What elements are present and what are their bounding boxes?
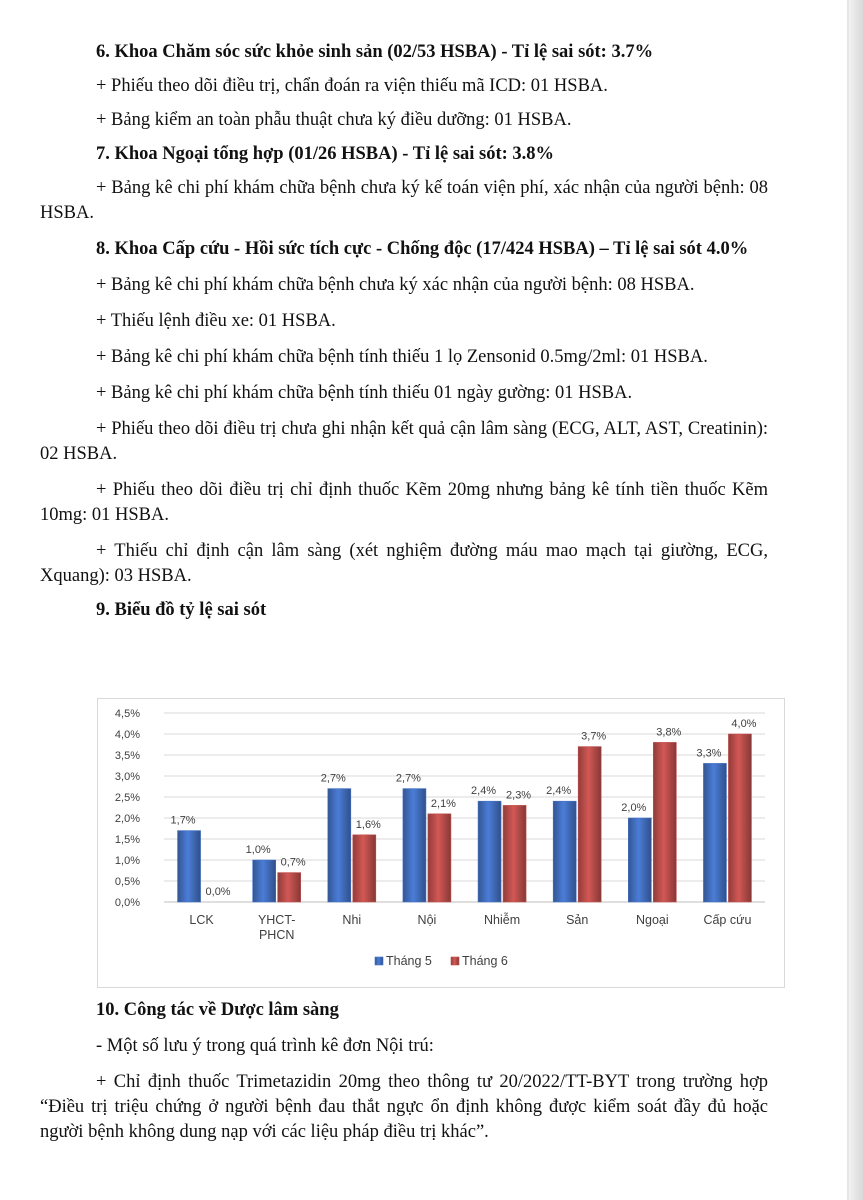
x-category-label: Sản (566, 913, 589, 927)
section-8-title: 8. Khoa Cấp cứu - Hồi sức tích cực - Chống độc (17/424 HSBA) – Tỉ lệ sai sót 4.0% (96, 239, 749, 259)
data-label: 2,0% (621, 802, 647, 814)
bar-thang-5 (628, 818, 651, 902)
section-9-title: 9. Biểu đồ tỷ lệ sai sót (96, 600, 267, 620)
section-10-item: - Một số lưu ý trong quá trình kê đơn Nội trú: (96, 1036, 434, 1056)
bar-thang-6 (353, 835, 376, 902)
y-tick-label: 2,5% (114, 792, 140, 804)
section-8-item: + Bảng kê chi phí khám chữa bệnh tính thiếu 1 lọ Zensonid 0.5mg/2ml: 01 HSBA. (96, 347, 708, 367)
bar-thang-5 (178, 831, 201, 902)
y-tick-label: 3,0% (114, 771, 140, 783)
data-label: 1,6% (355, 818, 381, 831)
x-category-label: Cấp cứu (703, 913, 752, 927)
bar-thang-6 (728, 734, 751, 902)
data-label: 2,1% (430, 797, 456, 810)
bar-thang-5 (253, 860, 276, 902)
y-tick-label: 1,5% (114, 834, 140, 846)
data-label: 0,7% (280, 856, 306, 869)
y-tick-label: 0,5% (114, 876, 140, 888)
section-8-item: + Bảng kê chi phí khám chữa bệnh chưa ký xác nhận của người bệnh: 08 HSBA. (96, 275, 695, 295)
bar-thang-6 (653, 742, 676, 902)
section-7-title: 7. Khoa Ngoại tổng hợp (01/26 HSBA) - Tỉ lệ sai sót: 3.8% (96, 144, 555, 164)
bar-thang-5 (553, 801, 576, 902)
section-8-item: + Thiếu lệnh điều xe: 01 HSBA. (96, 311, 336, 331)
data-label: 0,0% (205, 886, 231, 898)
error-rate-chart (97, 698, 785, 988)
data-label: 1,7% (170, 814, 196, 827)
bar-thang-5 (703, 763, 726, 902)
y-tick-label: 4,0% (114, 729, 140, 741)
data-label: 3,8% (656, 726, 682, 739)
bar-thang-6 (578, 747, 601, 902)
page-edge (849, 0, 863, 1200)
chart-svg (98, 699, 784, 987)
section-6-title: 6. Khoa Chăm sóc sức khỏe sinh sản (02/53 HSBA) - Tỉ lệ sai sót: 3.7% (96, 42, 654, 62)
y-tick-label: 3,5% (114, 750, 140, 762)
x-category-label: Ngoại (635, 913, 669, 927)
legend-label: Tháng 6 (462, 954, 508, 968)
data-label: 2,3% (506, 789, 532, 802)
data-label: 3,3% (696, 747, 722, 760)
y-tick-label: 0,0% (114, 897, 140, 909)
document-page (40, 40, 768, 623)
x-category-label: YHCT- (257, 913, 296, 927)
document-page-continued (40, 998, 768, 1145)
x-category-label: Nhi (342, 913, 362, 927)
y-tick-label: 4,5% (114, 708, 140, 720)
data-label: 3,7% (581, 730, 607, 743)
section-6-item: + Phiếu theo dõi điều trị, chẩn đoán ra viện thiếu mã ICD: 01 HSBA. (96, 76, 608, 96)
y-tick-label: 1,0% (114, 855, 140, 867)
legend-swatch (375, 957, 383, 965)
bar-thang-5 (403, 789, 426, 902)
section-7-item: + Bảng kê chi phí khám chữa bệnh chưa ký kế toán viện phí, xác nhận của người bệnh: 08 HSBA. (40, 178, 768, 223)
x-category-label: Nội (417, 913, 437, 927)
bar-thang-5 (328, 789, 351, 902)
section-8-item: + Phiếu theo dõi điều trị chưa ghi nhận kết quả cận lâm sàng (ECG, ALT, AST, Creatinin): 02 HSBA. (40, 419, 768, 464)
legend-label: Tháng 5 (386, 954, 432, 968)
section-10-item: + Chỉ định thuốc Trimetazidin 20mg theo thông tư 20/2022/TT-BYT trong trường hợp “Điều trị triệu chứng ở người bệnh đau thắt ngực ổn định không được kiểm soát đầy đủ hoặc người bệnh không dung nạp với các liệu pháp điều trị khác”. (40, 1072, 768, 1142)
x-category-label: Nhiễm (484, 913, 521, 927)
bar-thang-6 (503, 805, 526, 902)
data-label: 2,4% (546, 785, 572, 798)
x-category-label: LCK (189, 913, 214, 927)
bar-thang-6 (278, 873, 301, 902)
data-label: 2,7% (320, 772, 346, 785)
y-tick-label: 2,0% (114, 813, 140, 825)
data-label: 4,0% (731, 718, 757, 730)
x-category-label: PHCN (258, 928, 295, 942)
section-8-item: + Bảng kê chi phí khám chữa bệnh tính thiếu 01 ngày gường: 01 HSBA. (96, 383, 633, 403)
data-label: 1,0% (245, 844, 271, 856)
bar-thang-6 (428, 814, 451, 902)
section-8-item: + Phiếu theo dõi điều trị chỉ định thuốc Kẽm 20mg nhưng bảng kê tính tiền thuốc Kẽm 10mg: 01 HSBA. (40, 480, 768, 525)
bar-thang-5 (478, 801, 501, 902)
section-8-item: + Thiếu chỉ định cận lâm sàng (xét nghiệm đường máu mao mạch tại giường, ECG, Xquang): 03 HSBA. (40, 541, 768, 586)
legend-swatch (451, 957, 459, 965)
data-label: 2,4% (471, 785, 497, 798)
section-10-title: 10. Công tác về Dược lâm sàng (96, 1000, 339, 1020)
section-6-item: + Bảng kiểm an toàn phẫu thuật chưa ký điều dưỡng: 01 HSBA. (96, 110, 572, 130)
data-label: 2,7% (395, 772, 421, 785)
